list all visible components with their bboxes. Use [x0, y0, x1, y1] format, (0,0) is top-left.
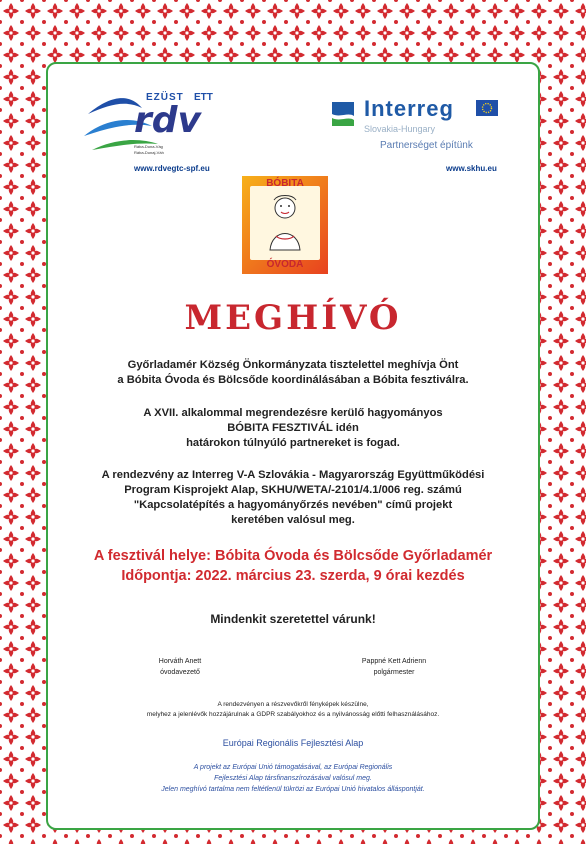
interreg-emblem-icon [328, 98, 358, 128]
interreg-text: Interreg [364, 96, 454, 121]
venue-date-block [40, 546, 546, 586]
signature-left-role: óvodavezető [160, 669, 200, 676]
intro-paragraph [60, 358, 526, 388]
intro-line-2: a Bóbita Óvoda és Bölcsőde koordinálásában a Bóbita fesztiválra. [117, 374, 469, 386]
bobita-text: BÓBITA [266, 178, 304, 189]
rdv-logo [82, 90, 232, 160]
ovoda-text: ÓVODA [266, 259, 304, 270]
program-paragraph [60, 468, 526, 528]
program-line-3: "Kapcsolatépítés a hagyományőrzés nevében" című projekt [133, 499, 453, 511]
logo-tiny-line1: Rába-Duna-Vág [134, 144, 163, 149]
signature-right-role: polgármester [373, 669, 415, 676]
signature-left [110, 656, 250, 678]
festival-paragraph [60, 406, 526, 451]
signature-right-name: Pappné Kett Adrienn [361, 658, 427, 665]
interreg-logo [328, 94, 508, 156]
photo-notice [60, 700, 526, 720]
festival-line-2: BÓBITA FESZTIVÁL idén [227, 422, 359, 434]
signature-left-name: Horváth Anett [158, 658, 202, 665]
eu-footer-line-1: A projekt az Európai Unió támogatásával, az Európai Regionális [193, 764, 393, 771]
program-line-1: A rendezvény az Interreg V-A Szlovákia - Magyarország Együttműködési [101, 469, 485, 481]
program-line-2: Program Kisprojekt Alap, SKHU/WETA/-2101/4.1/006 reg. számú [124, 484, 462, 496]
eu-footer-line-2: Fejlesztési Alap társfinanszírozásával valósul meg. [214, 775, 372, 782]
eu-footer-line-3: Jelen meghívó tartalma nem feltétlenül tükrözi az Európai Unió hivatalos álláspontját. [161, 786, 425, 793]
interreg-sub-text: Slovakia-Hungary [364, 124, 436, 134]
child-figure-icon [260, 192, 310, 254]
left-url[interactable]: www.rdvegtc-spf.eu [134, 164, 210, 173]
eu-fund-text: Európai Regionális Fejlesztési Alap [222, 738, 364, 748]
eu-flag-icon [476, 100, 498, 116]
interreg-tagline: Partnerséget építünk [380, 140, 473, 151]
logo-tiny-line2: Rába-Dunaj-Váh [134, 150, 164, 155]
logo-ett-text: ETT [194, 92, 213, 103]
photo-notice-line-2: melyhez a jelenlévők hozzájárulnak a GDPR szabályokhoz és a nyilvánosság előtti felhasználásához. [146, 711, 440, 718]
photo-notice-line-1: A rendezvényen a részvevőkről fényképek készülne, [217, 701, 369, 708]
date-line: Időpontja: 2022. március 23. szerda, 9 órai kezdés [121, 568, 465, 584]
festival-line-3: határokon túlnyúló partnereket is fogad. [186, 437, 400, 449]
logo-rdv-text: rdv [134, 100, 201, 141]
festival-line-1: A XVII. alkalommal megrendezésre kerülő hagyományos [143, 407, 443, 419]
welcome-text: Mindenkit szeretettel várunk! [210, 612, 376, 626]
venue-line: A fesztivál helye: Bóbita Óvoda és Bölcsőde Győrladamér [93, 548, 493, 564]
bobita-ovoda-logo [242, 176, 328, 274]
program-line-4: keretében valósul meg. [231, 514, 355, 526]
logo-ezust-text: EZÜST [146, 92, 184, 103]
signature-right [324, 656, 464, 678]
intro-line-1: Győrladamér Község Önkormányzata tisztelettel meghívja Önt [127, 359, 459, 371]
right-url[interactable]: www.skhu.eu [446, 164, 497, 173]
page-title: MEGHÍVÓ [184, 298, 402, 338]
eu-footer [60, 762, 526, 795]
